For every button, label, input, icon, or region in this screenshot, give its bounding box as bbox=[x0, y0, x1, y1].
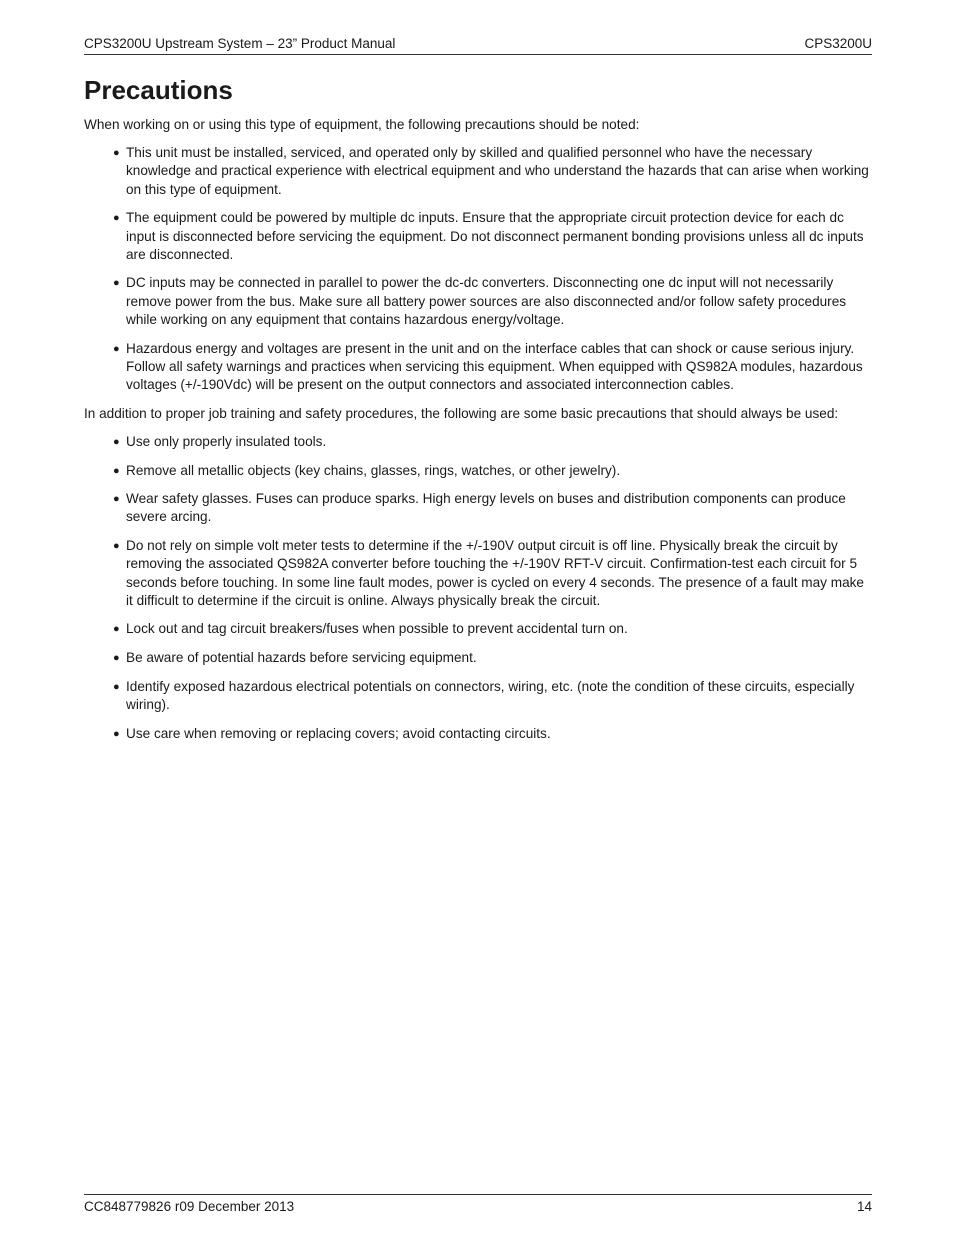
list-item bbox=[113, 649, 874, 667]
basic-precautions-list bbox=[84, 433, 874, 743]
list-item-text: Remove all metallic objects (key chains, glasses, rings, watches, or other jewelry). bbox=[126, 462, 621, 478]
list-item bbox=[113, 537, 874, 610]
bullet-icon: ● bbox=[113, 652, 120, 665]
list-item-text: Hazardous energy and voltages are present in the unit and on the interface cables that can shock or cause serious injury. Follow all safety warnings and practices when servicing this equipment. When equipped with QS982A modules, hazardous voltages (+/-190Vdc) will be present on the output connectors and associated interconnection cables. bbox=[126, 340, 863, 392]
list-item-text: Use care when removing or replacing covers; avoid contacting circuits. bbox=[126, 725, 551, 741]
page-footer bbox=[84, 1194, 872, 1219]
header-product-code: CPS3200U bbox=[804, 36, 872, 51]
bullet-icon: ● bbox=[113, 623, 120, 636]
precautions-intro: When working on or using this type of equipment, the following precautions should be noted: bbox=[84, 117, 640, 132]
list-item-text: Wear safety glasses. Fuses can produce sparks. High energy levels on buses and distribution components can produce severe arcing. bbox=[126, 491, 846, 525]
list-item bbox=[113, 209, 874, 264]
basic-precautions-intro: In addition to proper job training and safety procedures, the following are some basic precautions that should always be used: bbox=[84, 405, 839, 421]
list-item-text: This unit must be installed, serviced, and operated only by skilled and qualified personnel who have the necessary knowledge and practical experience with electrical equipment and who understand the hazards that can arise when working on this type of equipment. bbox=[126, 145, 869, 197]
list-item bbox=[113, 620, 874, 638]
bullet-icon: ● bbox=[113, 147, 120, 160]
list-item-text: The equipment could be powered by multiple dc inputs. Ensure that the appropriate circuit protection device for each dc input is disconnected before servicing the equipment. Do not disconnect permanent bonding provisions unless all dc inputs are disconnected. bbox=[126, 210, 864, 262]
list-item-text: Identify exposed hazardous electrical potentials on connectors, wiring, etc. (note the condition of these circuits, especially wiring). bbox=[126, 678, 855, 713]
list-item bbox=[113, 274, 874, 329]
bullet-icon: ● bbox=[113, 727, 120, 740]
list-item bbox=[113, 490, 874, 526]
list-item bbox=[113, 678, 874, 714]
list-item-text: Be aware of potential hazards before servicing equipment. bbox=[126, 650, 477, 666]
page-header bbox=[84, 34, 872, 55]
bullet-icon: ● bbox=[113, 540, 120, 553]
footer-page-number: 14 bbox=[856, 1199, 872, 1214]
bullet-icon: ● bbox=[113, 342, 120, 355]
list-item bbox=[113, 340, 874, 395]
footer-document-id: CC848779826 r09 December 2013 bbox=[84, 1199, 295, 1214]
precautions-list bbox=[84, 144, 874, 394]
bullet-icon: ● bbox=[113, 680, 120, 693]
section-title: Precautions bbox=[84, 75, 233, 105]
section-body bbox=[84, 116, 874, 753]
bullet-icon: ● bbox=[113, 212, 120, 225]
list-item bbox=[113, 433, 874, 451]
bullet-icon: ● bbox=[113, 493, 120, 506]
list-item-text: Do not rely on simple volt meter tests to determine if the +/-190V output circuit is off line. Physically break the circuit by removing the associated QS982A converter before touching the +/-190V RFT-V circuit. Confirmation-test each circuit for 5 seconds before touching. In some line fault modes, power is cycled on every 4 seconds. The presence of a fault may make it difficult to determine if the circuit is online. Always physically break the circuit. bbox=[126, 538, 864, 608]
list-item bbox=[113, 462, 874, 480]
bullet-icon: ● bbox=[113, 464, 120, 477]
list-item bbox=[113, 144, 874, 199]
list-item bbox=[113, 725, 874, 743]
bullet-icon: ● bbox=[113, 435, 120, 448]
bullet-icon: ● bbox=[113, 277, 120, 290]
list-item-text: Lock out and tag circuit breakers/fuses when possible to prevent accidental turn on. bbox=[126, 621, 628, 637]
header-document-title: CPS3200U Upstream System – 23” Product Manual bbox=[84, 36, 396, 51]
list-item-text: Use only properly insulated tools. bbox=[126, 433, 327, 449]
list-item-text: DC inputs may be connected in parallel to power the dc-dc converters. Disconnecting one dc input will not necessarily remove power from the bus. Make sure all battery power sources are also disconnected and/or follow safety procedures while working on any equipment that contains hazardous energy/voltage. bbox=[126, 275, 847, 327]
